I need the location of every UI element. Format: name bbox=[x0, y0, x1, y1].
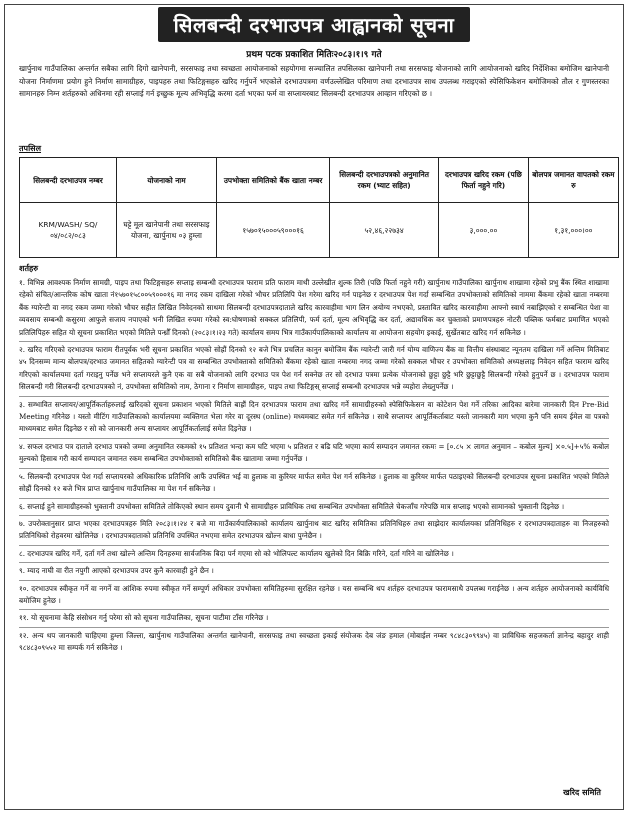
condition-item: ४. सफल दरभाउ पत्र दाताले दरभाउ पत्रको जम्मा अनुमानित रकमको १५ प्रतिशत भन्दा कम घटि भएमा ५ प्रतिशत र बढि घटि भएमा कार्य सम्पादन जमानत रकमः = [०.८५ × लागत अनुमान – कबोल मुल्य] ×०.५]+५% कबोल मुल्यको हिसाब गरी कार्य सम्पादन जमानत रकम सम्बन्धित उपभोक्ताको समितिको बैंक खातामा जम्मा गर्नुपर्नेछ । bbox=[19, 441, 609, 469]
header-purchase-fee: दरभाउपत्र खरिद रकम (पछि फिर्ता नहुने गरि) bbox=[439, 158, 529, 203]
condition-item: १. विभिन्न आवश्यक निर्माण सामग्री, पाइप तथा फिटिङ्गसहरु सप्लाइ सम्बन्धी दरभाउपत्र फाराम प्रति फाराम माथी उल्लेखीत शुल्क तिरी (पछि फिर्ता नहुने गरी) खार्पुनाथ गाउँपालिका खार्पुनाथ शाखामा रहेको प्रभु बैंक स्थित शाखामा रहेको संचित/आन्तरिक कोष खाता नं१५७०१५८००५९०००१६ मा नगद रकम दाखिला गरेको भौचर प्रतिलिपि पेश गरेमा खरिद गर्न पाइनेछ र दरभाउपत्र पेश गर्दा सम्बन्धित उपभोक्ताको समितिको नाममा बैंकमा रहेको खाता नम्बरमा बैंक ग्यारेन्टी वा नगद रकम जम्मा गरेको भौचर सहीत लिखित निवेदनको साथमा सिलबन्दी दरभाउपत्रदाताले खरिद कारवाहीमा भाग लिन अयोग्य नभएको, प्रस्तावित खरिद कारवाहीमा आफ्नो स्वार्थ नबाझिएको र सम्बन्धित पेशा वा व्यवसाय सम्बन्धी कसुरमा आफुले सजाय नपाएको भनी लिखित रुपमा गरेको स्व:घोषणाको सक्कल प्रतिलिपी, फर्म दर्ता, मूल्य अभिवृद्धि कर दर्ता, अद्यावधिक कर चुक्ताको प्रमाणपत्रहरु नोटरी पब्लिक फर्मबाट प्रमाणित भएको प्रतिलिपिहरु सहित यो सूचना प्रकाशित भएको मितिले पन्ध्रौँ दिनको (२०८३।१।२३ गते) कार्यालय समय भित्र गाउँकार्यपालिकाको कार्यालय वा आयोजना सहयोग इकाई, सुर्खेतबाट खरिद गर्न सकिनेछ । bbox=[19, 277, 609, 342]
intro-paragraph: खार्पुनाथ गाउँपालिका अन्तर्गत सबैका लागि दिगो खानेपानी, सरसफाइ तथा स्वच्छता आयोजनाको सहयोगमा सञ्चालित तपसिलका खानेपानी तथा सरसफाइ योजनाको लागि आयोजनाको खरिद निर्देशिका बमोजिम खानेपानी योजना निर्माणमा प्रयोग हुने निर्माण सामाग्रीहरु, पाइपहरु तथा फिटिङ्गसहरु खरिद गर्नुपर्ने भएकोले दरभाउपत्रमा वर्णउल्लेखित परिमाण तथा दरभाउपत्र साथ उपलब्ध गराइएको स्पेसिफिकेशन बमोजिमको तौल र गुणस्तरका सामानहरु निम्न शर्तहरुको अधिनमा रही सप्लाई गर्न इच्छुक मूल्य अभिवृद्धि करमा दर्ता भएका फर्म वा सप्लायरबाट सिलबन्दी दरभाउपत्र आव्हान गरिएको छ । bbox=[19, 64, 609, 99]
table-row bbox=[20, 203, 619, 258]
table-header-row bbox=[20, 158, 619, 203]
condition-item: १०. दरभाउपत्र स्वीकृत गर्ने वा नगर्ने वा आंशिक रुपमा स्वीकृत गर्ने सम्पूर्ण अधिकार उपभोक्ता समितिहरुमा सुरक्षित रहनेछ । यस सम्बन्धि थप शर्तहरु दरभाउपत्र फारामसाथै उपलब्ध गराईनेछ । अन्य शर्तहरु आयोजनाको कार्यविधि बमोजिम हुनेछ । bbox=[19, 583, 609, 611]
condition-item: ७. उपरोक्तानुसार प्राप्त भएका दरभाउपत्रहरु मिति २०८३।१।२४ र बजे मा गाउँकार्यपालिकाको कार्यालय खार्पुनाथ बाट खरिद समितिका प्रतिनिधिहरु तथा साझेदार कार्यालयका प्रतिनिधिहरु र दरभाउपत्रदाताहरु वा निजहरुको प्रतिनिधिको रोहवरमा खोलिनेछ । दरभाउपत्रदाताको प्रतिनिधि उपस्थित नभएमा समेत दरभाउपत्र खोल्न बाधा पुग्नेछैन । bbox=[19, 518, 609, 546]
schedule-table bbox=[19, 157, 619, 258]
title-wrap bbox=[5, 7, 623, 42]
header-bid-number: सिलबन्दी दरभाउपत्र नम्बर bbox=[20, 158, 117, 203]
condition-item: ९. म्याद नाघी वा रीत नपुगी आएको दरभाउपत्र उपर कुनै कारवाही हुने छैन । bbox=[19, 565, 609, 580]
cell-purchase-fee: ३,०००.०० bbox=[439, 203, 529, 258]
condition-item: ५. सिलबन्दी दरभाउपत्र पेश गर्दा सप्लायरको अधिकारिक प्रतिनिधि आफैं उपस्थित भई वा हुलाक वा कुरियर मार्फत समेत पेश गर्न सकिनेछ । हुलाक वा कुरियर मार्फत पठाइएको सिलबन्दी दरभाउपत्र सूचना प्रकाशित भएको मितिले सोह्रौं दिनको १२ बजे भित्र प्राप्त खार्पुनाथ गाउँपालिका मा पेश गर्न सकिनेछ । bbox=[19, 471, 609, 499]
cell-project-name: घट्टे मूल खानेपानी तथा सरसफाइ योजना, खार्पुनाथ ०३ हुम्ला bbox=[116, 203, 216, 258]
header-estimate: सिलबन्दी दरभाउपत्रको अनुमानित रकम (भ्याट सहित) bbox=[330, 158, 439, 203]
signoff-committee: खरिद समिति bbox=[563, 788, 601, 797]
cell-estimate: ५२,४६,२२७३४ bbox=[330, 203, 439, 258]
condition-item: ३. सम्भावित सप्लायर/आपूर्तिकर्ताहरुलाई खरिदको सूचना प्रकाशन भएको मितिले बाह्रौं दिन दरभाउपत्र फाराम तथा खरिद गर्ने सामाग्रीहरुको स्पेसिफिकेसन वा कोटेशन पेश गर्ने तरिका आदिका बारेमा जानकारी दिन Pre-Bid Meeting गरिनेछ । यस्तो मीटिंग गाउँपालिकाको कार्यालयमा व्यक्तिगत भेला गरेर वा दूरस्थ (online) मध्यमबाट समेत गर्न सकिनेछ । साथै सप्लायर आपूर्तिकर्ताबाट यस्तो जानकारी माग भएमा कुनै पनि समय ईमेल वा पत्रको माध्यमबाट समेत दिइनेछ र सो को जानकारी अन्य सप्लायर आपूर्तिकर्तालाई समेत दिइनेछ । bbox=[19, 399, 609, 439]
condition-item: १२. अन्य थप जानकारी चाहिएमा हुम्ला जिल्ला, खार्पुनाथ गाउँपालिका अन्तर्गत खानेपानी, सरसफाइ तथा स्वच्छता इकाई संयोजक देब जंङ हमाल (मोबाईल नम्बर ९८४८३०९९४५) वा प्राविधिक सहजकर्ता ज्ञानेन्द्र बहादुर शाही ९८४८३०९५५२ मा सम्पर्क गर्न सकिनेछ । bbox=[19, 630, 609, 653]
notice-frame bbox=[4, 4, 624, 810]
conditions-list bbox=[19, 277, 609, 659]
header-project-name: योजनाको नाम bbox=[116, 158, 216, 203]
condition-item: २. खरिद गरिएको दरभाउपत्र फाराम रीतपूर्वक भरी सूचना प्रकाशित भएको सोह्रौं दिनको १२ बजे भित्र प्रचलित कानुन बमोजिम बैंक ग्यारेन्टी जारी गर्न योग्य वाणिज्य बैंक वा वित्तीय संस्थाबाट न्यूनतम दाखिला गर्ने अन्तिम मितिबाट ४५ दिनसम्म मान्य बोलपत्र/दरभाउ जमानत सहितको ग्यारेन्टी पत्र वा सम्बन्धित उपभोक्ताको समितिको बैंकमा रहेको खाता नम्बरमा नगद जम्मा गरेको सक्कल भौचर र उपभोक्ता समितिको अध्यक्षलाइ निवेदन सहित फाराम खरिद गरिएको कार्यालयमा दर्ता गराइनु पर्नेछ भने सप्लायरले कुनै एक वा सबै योजनाको लागि दरभाउ पत्र पेश गर्न सक्नेछ तर सो दरभाउ पत्रमा प्रत्येक योजनाको छुट्टा छुट्टै भरि छुट्टाछुट्टै सिलबन्दी गरेको हुनुपर्ने छ । दरभाउपत्र फाराम सिलबन्दी गरी सिलबन्दी दरभाउपत्रको नं, उपभोक्ता समितिको नाम, ठेगाना र निर्माण सामाग्रीहरु, पाइप तथा फिटिङ्गस् सप्लाई सम्बन्धी दरभाउपत्र भन्ने व्यहोरा लेख्नुपर्नेछ । bbox=[19, 344, 609, 397]
header-bid-security: बोलपत्र जमानत वापतको रकम रु bbox=[528, 158, 618, 203]
cell-bank-account: १५७०१५०००५९०००१६ bbox=[217, 203, 330, 258]
condition-item: ११. यो सूचनामा केहि संसोधन गर्नु परेमा सो को सूचना गाउँपालिका, सूचना पाटीमा टाँस गरिनेछ । bbox=[19, 612, 609, 627]
conditions-label: शर्तहरु bbox=[19, 264, 39, 273]
schedule-label: तपसिल bbox=[19, 144, 42, 153]
condition-item: ६. सप्लाई हुने सामाग्रीहरुको भुक्तानी उपभोक्ता समितिले तोकिएको स्थान समय दुवानी भै सामाग्रीहरु प्राविधिक तथा सम्बन्धित उपभोक्ता समितिले चेकजाँच गरेपछि मात्र सप्लाइ भएको सामानको भुक्तानी दिइनेछ । bbox=[19, 501, 609, 516]
cell-bid-security: १,३१,०००।०० bbox=[528, 203, 618, 258]
header-bank-account: उपभोक्ता समितिको बैंक खाता नम्बर bbox=[217, 158, 330, 203]
condition-item: ८. दरभाउपत्र खरिद गर्ने, दर्ता गर्ने तथा खोल्ने अन्तिम दिनहरुमा सार्वजनिक बिदा पर्न गएमा सो को भोलिपल्ट कार्यालय खुलेको दिन बिक्रि गरिने, दर्ता गरिने वा खोलिनेछ । bbox=[19, 548, 609, 563]
publish-date: प्रथम पटक प्रकाशित मितिः२०८३।१।९ गते bbox=[246, 50, 382, 60]
cell-bid-number: KRM/WASH/ SQ/०४/०८२/०८३ bbox=[20, 203, 117, 258]
notice-title: सिलबन्दी दरभाउपत्र आह्वानको सूचना bbox=[158, 7, 471, 42]
